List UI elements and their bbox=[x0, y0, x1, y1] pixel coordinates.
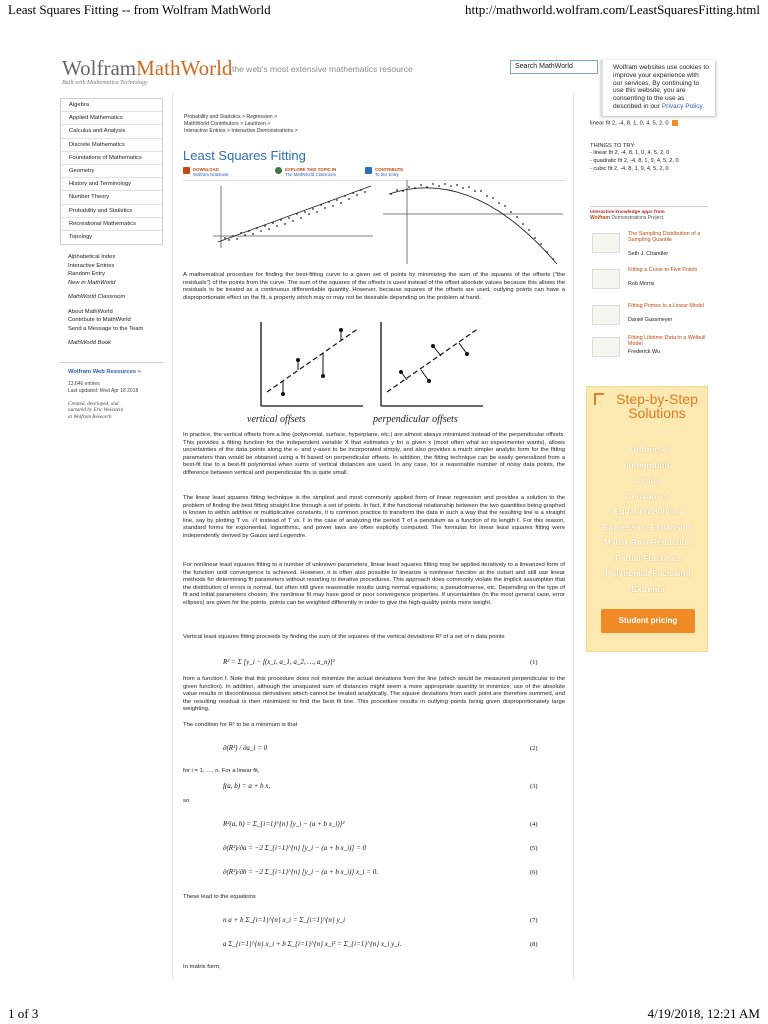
nav-topic-probability[interactable]: Probability and Statistics bbox=[61, 205, 162, 218]
privacy-policy-link[interactable]: Privacy Policy. bbox=[661, 102, 705, 110]
logo-wolfram: Wolfram bbox=[62, 56, 137, 80]
sbs-topic[interactable]: Arithmetic bbox=[627, 444, 669, 454]
explore-sublabel: The MathWorld Classroom bbox=[285, 172, 337, 177]
caption-vertical-offsets: vertical offsets bbox=[247, 414, 306, 425]
wolframalpha-icon bbox=[672, 120, 678, 126]
nav-topic-number-theory[interactable]: Number Theory bbox=[61, 191, 162, 204]
demo-author: Daniel Gassmeyer bbox=[628, 317, 673, 323]
wolframalpha-query[interactable] bbox=[590, 120, 708, 127]
equation-number: (7) bbox=[530, 917, 538, 924]
equation-1: R² = Σ [y_i − f(x_i, a_1, a_2, …, a_n)]² bbox=[223, 658, 335, 666]
nav-alphabetical-index[interactable]: Alphabetical Index bbox=[68, 254, 116, 261]
linear-fit-plot bbox=[213, 186, 373, 248]
sbs-topic[interactable]: Extrema bbox=[631, 583, 665, 594]
equation-number: (4) bbox=[530, 821, 538, 828]
perpendicular-offsets-diagram bbox=[381, 322, 483, 406]
equation-number: (3) bbox=[530, 783, 538, 790]
web-resources bbox=[60, 362, 163, 421]
wolfram-brand: Wolfram bbox=[590, 215, 610, 221]
cookie-text: Wolfram websites use cookies to improve your experience with our services. By continuing to use this website, you are consenting to the use as described in our bbox=[613, 64, 709, 110]
equation-number: (6) bbox=[530, 869, 538, 876]
sbs-topic[interactable]: Derivatives bbox=[625, 490, 671, 501]
nav-links bbox=[60, 253, 163, 348]
nav-send-message[interactable]: Send a Message to the Team bbox=[68, 325, 144, 332]
nav-topic-history[interactable]: History and Terminology bbox=[61, 178, 162, 191]
query-text: linear fit 2, -4, 8, 1, 0, 4, 5, 2, 0 bbox=[590, 120, 669, 127]
search-input[interactable]: Search MathWorld bbox=[510, 60, 598, 74]
sbs-topic[interactable]: Integration bbox=[626, 459, 670, 470]
paragraph-vertical-vs-perpendicular: In practice, the vertical offsets from a line (polynomial, surface, hyperplane, etc.) are almost always minimized instead of the perpendicular offsets. This provides a fitting function for the independent variable X that estimates y for a given x (most often what an experimenter wants), allows uncertainties of the data points along the x- and y-axes to be incorporated simply, and also provides a much simpler analytic form for the fitting parameters than would be obtained using a fit based on perpendicular offsets. In addition, the fitting technique can be easily generalized from a best-fit line to a best-fit polynomial when sums of vertical distances are used. In any case, for a reasonable number of noisy data points, the difference between vertical and perpendicular fits is quite small. bbox=[183, 432, 565, 476]
paragraph-linear-least-squares: The linear least squares fitting technique is the simplest and most commonly applied form of linear regression and provides a solution to the problem of finding the best fitting straight line through a set of points. In fact, if the functional relationship between the two quantities being graphed is known to within additive or multiplicative constants, it is common practice to transform the data in such a way that the resulting line is a straight line, say by plotting T vs. √ℓ instead of T vs. ℓ in the case of analyzing the period T of a pendulum as a function of its length ℓ. For this reason, standard forms for exponential, logarithmic, and power laws are often explicitly computed. The formulas for linear least squares fitting were independently derived by Gauss and Legendre. bbox=[183, 495, 565, 539]
topic-nav bbox=[60, 98, 163, 245]
demonstrations-project: Demonstrations Project bbox=[611, 215, 664, 221]
fit-example-plots bbox=[193, 176, 573, 266]
print-page-title: Least Squares Fitting -- from Wolfram MathWorld bbox=[8, 2, 271, 17]
demo-thumbnail bbox=[592, 305, 620, 325]
paragraph-so: so bbox=[183, 798, 190, 804]
equation-number: (8) bbox=[530, 941, 538, 948]
equation-8: a Σ_{i=1}^{n} x_i + b Σ_{i=1}^{n} x_i² = Σ_{i=1}^{n} x_i y_i. bbox=[223, 940, 402, 948]
explore-label: EXPLORE THIS TOPIC IN bbox=[285, 167, 337, 172]
credit-line: at Wolfram Research bbox=[68, 413, 112, 420]
mathworld-logo[interactable] bbox=[62, 58, 232, 86]
nav-topic-recreational[interactable]: Recreational Mathematics bbox=[61, 218, 162, 231]
nav-topic-applied-mathematics[interactable]: Applied Mathematics bbox=[61, 112, 162, 125]
paragraph-lead-to: These lead to the equations bbox=[183, 894, 256, 900]
vertical-offsets-diagram bbox=[261, 322, 363, 406]
cookie-notice bbox=[600, 60, 715, 116]
explore-icon bbox=[275, 167, 282, 174]
step-by-step-topics bbox=[587, 442, 709, 597]
demo-item[interactable] bbox=[590, 335, 708, 361]
demo-thumbnail bbox=[592, 269, 620, 289]
nav-topic-calculus[interactable]: Calculus and Analysis bbox=[61, 125, 162, 138]
try-linear-fit[interactable]: - linear fit 2, -4, 8, 1, 0, 4, 5, 2, 0 bbox=[590, 149, 670, 156]
print-url: http://mathworld.wolfram.com/LeastSquaresFitting.html bbox=[465, 2, 760, 17]
breadcrumb bbox=[184, 114, 298, 135]
nav-topic-geometry[interactable]: Geometry bbox=[61, 165, 162, 178]
page-title: Least Squares Fitting bbox=[183, 148, 306, 163]
step-by-step-icon bbox=[594, 393, 604, 405]
demo-title[interactable]: The Sampling Distribution of a Sampling Quantile bbox=[628, 231, 701, 244]
try-quadratic-fit[interactable]: - quadratic fit 2, -4, 8, 1, 9, 4, 5, 2, 0 bbox=[590, 157, 679, 164]
paragraph-nonlinear: For nonlinear least squares fitting to a number of unknown parameters, linear least squares fitting may be applied iteratively to a linearized form of the function until convergence is achieved. However, it is often also possible to linearize a nonlinear function at the outset and still use linear methods for determining fit parameters without resorting to iterative procedures. This approach does commonly violate the implicit assumption that the distribution of errors is normal, but often still gives reasonable results using normal equations, a pseudoinverse, etc. Depending on the type of fit and initial parameters chosen, the nonlinear fit may have good or poor convergence properties. If uncertainties (in the most general case, error ellipses) are given for the points, points can be weighted differently in order to give the high-quality points more weight. bbox=[183, 562, 565, 606]
logo-mathworld: MathWorld bbox=[136, 56, 233, 80]
parabolic-fit-plot bbox=[383, 180, 563, 264]
nav-about[interactable]: About MathWorld bbox=[68, 308, 113, 315]
demo-thumbnail bbox=[592, 233, 620, 253]
sbs-topic[interactable]: Partial Fractions bbox=[615, 552, 681, 563]
print-datetime: 4/19/2018, 12:21 AM bbox=[647, 1006, 760, 1021]
breadcrumb-line[interactable]: MathWorld Contributors > Lauritzen > bbox=[184, 121, 271, 127]
equation-6: ∂(R²)/∂b = −2 Σ_{i=1}^{n} [y_i − (a + b x_i)] x_i = 0. bbox=[223, 868, 379, 876]
nav-topic-topology[interactable]: Topology bbox=[69, 233, 93, 240]
sbs-topic[interactable]: Limits bbox=[635, 475, 661, 485]
demo-title[interactable]: Fitting Lifetime Data to a Weibull Model bbox=[628, 335, 706, 348]
paragraph-condition: The condition for R² to be a minimum is that bbox=[183, 722, 298, 728]
things-to-try-title: THINGS TO TRY: bbox=[590, 142, 636, 149]
download-sublabel: Wolfram Notebook bbox=[193, 172, 229, 177]
last-updated: Last updated: Wed Apr 18 2018 bbox=[68, 387, 139, 394]
equation-number: (2) bbox=[530, 745, 538, 752]
breadcrumb-line[interactable]: Interactive Entries > Interactive Demonstrations > bbox=[184, 128, 298, 134]
demonstrations-heading: Interactive knowledge apps from bbox=[590, 210, 665, 215]
equation-number: (1) bbox=[530, 659, 538, 666]
right-sidebar bbox=[590, 120, 708, 173]
paragraph-linear-fit: for i = 1, …, n. For a linear fit, bbox=[183, 768, 260, 774]
print-page-number: 1 of 3 bbox=[8, 1006, 39, 1021]
nav-contribute[interactable]: Contribute to MathWorld bbox=[68, 317, 131, 324]
sbs-topic[interactable]: Matrix Row Reduction bbox=[604, 537, 692, 547]
nav-mathworld-book[interactable]: MathWorld Book bbox=[68, 340, 111, 347]
demo-title[interactable]: Fitting Primes to a Linear Model bbox=[628, 303, 705, 309]
caption-perpendicular-offsets: perpendicular offsets bbox=[373, 414, 458, 425]
demo-thumbnail bbox=[592, 337, 620, 357]
paragraph-intro: A mathematical procedure for finding the best-fitting curve to a given set of points by minimizing the sum of the squares of the offsets ("the residuals") of the points from the curve. The sum of the squares of the offsets is used instead of the offset absolute values because this allows the residuals to be treated as a continuous differentiable quantity. However, because squares of the offsets are used, outlying points can have a disproportionate effect on the fit, a property which may or may not be desirable depending on the problem at hand. bbox=[183, 272, 565, 301]
breadcrumb-line[interactable]: Probability and Statistics > Regression > bbox=[184, 114, 278, 120]
credit-text bbox=[68, 401, 163, 421]
sbs-topic[interactable]: Polynomial Factoring bbox=[605, 568, 691, 578]
demo-item[interactable] bbox=[590, 303, 708, 329]
equation-2: ∂(R²) / ∂a_i = 0 bbox=[223, 744, 268, 752]
equation-3: f(a, b) = a + b x, bbox=[223, 782, 271, 790]
nav-new-in-mathworld[interactable]: New in MathWorld bbox=[68, 279, 116, 286]
sbs-topic[interactable]: Expression Expansion bbox=[603, 521, 693, 532]
demo-item[interactable] bbox=[590, 267, 708, 293]
step-by-step-ad[interactable] bbox=[586, 386, 708, 652]
contribute-icon bbox=[365, 167, 372, 174]
nav-topic-discrete[interactable]: Discrete Mathematics bbox=[61, 139, 162, 152]
article bbox=[172, 92, 574, 980]
demo-author: Frederick Wu bbox=[628, 349, 660, 355]
equation-7: n a + b Σ_{i=1}^{n} x_i = Σ_{i=1}^{n} y_i bbox=[223, 916, 346, 924]
try-cubic-fit[interactable]: - cubic fit 2, -4, 8, 1, 9, 4, 5, 2, 0 bbox=[590, 165, 669, 172]
demo-author: Rob Morris bbox=[628, 281, 655, 287]
web-resources-link[interactable]: Wolfram Web Resources » bbox=[68, 368, 141, 375]
entry-count: 13,646 entries bbox=[68, 380, 100, 387]
demo-item[interactable] bbox=[590, 231, 708, 257]
contribute-sublabel: To this Entry bbox=[375, 172, 399, 177]
nav-interactive-entries[interactable]: Interactive Entries bbox=[68, 262, 115, 269]
credit-line: nurtured by Eric Weisstein bbox=[68, 407, 124, 414]
sbs-topic[interactable]: Equation Solving bbox=[613, 506, 683, 516]
offsets-diagram bbox=[253, 318, 493, 410]
site-tagline: the web's most extensive mathematics resource bbox=[232, 64, 413, 74]
download-icon bbox=[183, 167, 190, 174]
contribute-label: CONTRIBUTE bbox=[375, 167, 404, 172]
equation-5: ∂(R²)/∂a = −2 Σ_{i=1}^{n} [y_i − (a + b x_i)] = 0 bbox=[223, 844, 366, 852]
equation-number: (5) bbox=[530, 845, 538, 852]
logo-subtitle: Built with Mathematica Technology bbox=[62, 80, 148, 86]
credit-line: Created, developed, and bbox=[68, 400, 119, 407]
demonstrations-subheading bbox=[590, 215, 708, 221]
nav-topic-foundations[interactable]: Foundations of Mathematics bbox=[61, 152, 162, 165]
demonstrations-panel bbox=[590, 206, 708, 364]
nav-classroom[interactable]: MathWorld Classroom bbox=[68, 294, 126, 301]
download-label: DOWNLOAD bbox=[193, 167, 219, 172]
nav-random-entry[interactable]: Random Entry bbox=[68, 271, 106, 278]
step-by-step-title: Step-by-Step Solutions bbox=[616, 391, 698, 421]
nav-topic-algebra[interactable]: Algebra bbox=[61, 99, 162, 112]
demo-title[interactable]: Fitting a Curve to Five Points bbox=[628, 267, 698, 273]
paragraph-matrix-form: In matrix form, bbox=[183, 964, 221, 970]
demo-author: Seth J. Chandler bbox=[628, 251, 669, 257]
paragraph-vertical-fitting: Vertical least squares fitting proceeds by finding the sum of the squares of the vertical deviations R² of a set of n data points bbox=[183, 634, 505, 640]
paragraph-function: from a function f. Note that this procedure does not minimize the actual deviations from the line (which would be measured perpendicular to the given function). In addition, although the unsquared sum of distances might seem a more appropriate quantity to minimize, use of the absolute value results in discontinuous derivatives which cannot be treated analytically. The square deviations from each point are therefore summed, and the resulting residual is then minimized to find the best fit line. This procedure results in outlying points being given disproportionately large weighting. bbox=[183, 676, 565, 713]
left-sidebar bbox=[60, 98, 163, 420]
student-pricing-button[interactable]: Student pricing bbox=[601, 609, 695, 633]
equation-4: R²(a, b) = Σ_{i=1}^{n} [y_i − (a + b x_i)]² bbox=[223, 820, 345, 828]
